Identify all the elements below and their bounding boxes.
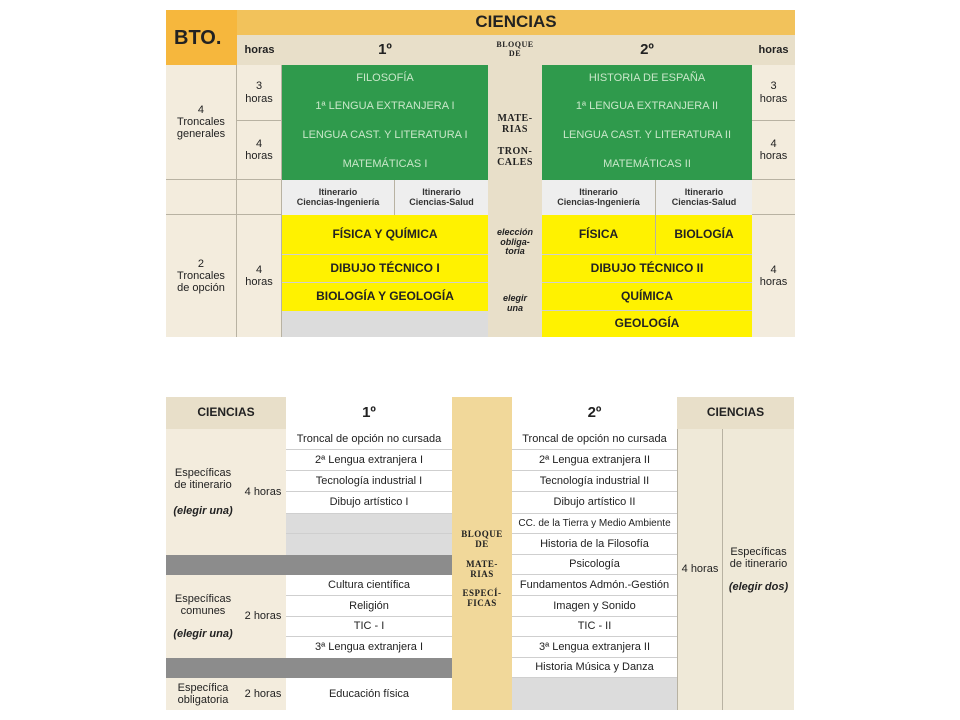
bottom-col2-header: 2º	[512, 397, 677, 429]
bottom-mid-header	[452, 397, 512, 429]
subject-historia-espana: HISTORIA DE ESPAÑA	[542, 65, 752, 92]
col2-row: Tecnología industrial II	[512, 471, 677, 492]
col1-row: 3ª Lengua extranjera I	[286, 637, 452, 658]
subject-biologia-geologia: BIOLOGÍA Y GEOLOGÍA	[282, 283, 488, 311]
bottom-col1-header: 1º	[286, 397, 452, 429]
col1-row: 2ª Lengua extranjera I	[286, 450, 452, 471]
bottom-ciencias-right: CIENCIAS	[677, 397, 794, 429]
especificas-itinerario-right-label: Específicas de itinerario	[729, 546, 788, 571]
hours-2-comunes: 2 horas	[240, 575, 286, 658]
itinerario-ingenieria-1: Itinerario Ciencias-Ingeniería	[282, 180, 395, 215]
hours-4-itinerario-left: 4 horas	[240, 429, 286, 555]
col2-row: Troncal de opción no cursada	[512, 429, 677, 450]
corner-label: BTO.	[166, 10, 237, 65]
subject-dibujo-tecnico-2: DIBUJO TÉCNICO II	[542, 255, 752, 283]
group-especificas-itinerario	[166, 429, 240, 555]
group-especifica-obligatoria: Específica obligatoria	[166, 678, 240, 710]
subject-dibujo-tecnico-1: DIBUJO TÉCNICO I	[282, 255, 488, 283]
subject-lengua-extranjera-2: 1ª LENGUA EXTRANJERA II	[542, 92, 752, 121]
empty-cell-col1	[282, 311, 488, 337]
divider-band-1	[166, 555, 286, 575]
col2-row: 2ª Lengua extranjera II	[512, 450, 677, 471]
col1-row: Tecnología industrial I	[286, 471, 452, 492]
col1-header: 1º	[282, 35, 488, 65]
col2-row: CC. de la Tierra y Medio Ambiente	[512, 514, 677, 534]
elegir-una-label: elegir una	[488, 270, 542, 337]
especificas-itinerario-label: Específicas de itinerario	[174, 466, 232, 491]
col2-row: 3ª Lengua extranjera II	[512, 637, 677, 658]
materias-troncales-label: MATE- RIAS TRON- CALES	[488, 65, 542, 215]
col1-row: Religión	[286, 596, 452, 617]
bloque-materias-especificas: BLOQUE DE MATE- RIAS ESPECÍ- FICAS	[452, 429, 512, 710]
itin-row-spacer-left	[166, 180, 237, 215]
especificas-comunes-label: Específicas comunes	[174, 593, 232, 618]
horas-header-left: horas	[237, 35, 282, 65]
col2-row: Psicología	[512, 555, 677, 575]
col2-row-empty	[512, 678, 677, 710]
itinerario-salud-2: Itinerario Ciencias-Salud	[656, 180, 752, 215]
itinerario-ingenieria-2: Itinerario Ciencias-Ingeniería	[542, 180, 656, 215]
itin-row-spacer-hours	[237, 180, 282, 215]
hours-2-obligatoria: 2 horas	[240, 678, 286, 710]
hours-4-right-top: 4 horas	[752, 121, 795, 180]
elegir-dos-label: (elegir dos)	[728, 580, 789, 593]
col1-row: TIC - I	[286, 617, 452, 637]
col1-row: Dibujo artístico I	[286, 492, 452, 514]
group-especificas-comunes	[166, 575, 240, 658]
subject-geologia: GEOLOGÍA	[542, 311, 752, 337]
divider-band-2	[166, 658, 286, 678]
hours-4-opcion-right: 4 horas	[752, 215, 795, 337]
itinerario-salud-1: Itinerario Ciencias-Salud	[395, 180, 488, 215]
subject-matematicas-2: MATEMÁTICAS II	[542, 149, 752, 180]
col2-row: TIC - II	[512, 617, 677, 637]
top-title: CIENCIAS	[237, 10, 795, 35]
col2-row: Historia Música y Danza	[512, 658, 677, 678]
col2-row: Fundamentos Admón.-Gestión	[512, 575, 677, 596]
hours-3-left: 3 horas	[237, 65, 282, 121]
subject-matematicas-1: MATEMÁTICAS I	[282, 149, 488, 180]
subject-filosofia: FILOSOFÍA	[282, 65, 488, 92]
hours-4-opcion-left: 4 horas	[237, 215, 282, 337]
group-especificas-itinerario-right	[723, 429, 794, 710]
elegir-una-left-2: (elegir una)	[173, 627, 233, 640]
col2-header: 2º	[542, 35, 752, 65]
col2-row: Dibujo artístico II	[512, 492, 677, 514]
hours-4-itinerario-right: 4 horas	[677, 429, 723, 710]
col1-row-empty	[286, 514, 452, 534]
hours-3-right: 3 horas	[752, 65, 795, 121]
subject-fisica-quimica: FÍSICA Y QUÍMICA	[282, 215, 488, 255]
col2-row: Historia de la Filosofía	[512, 534, 677, 555]
col1-row: Cultura científica	[286, 575, 452, 596]
subject-biologia: BIOLOGÍA	[656, 215, 752, 255]
col1-row: Troncal de opción no cursada	[286, 429, 452, 450]
horas-header-right: horas	[752, 35, 795, 65]
subject-lengua-cast-2: LENGUA CAST. Y LITERATURA II	[542, 121, 752, 149]
itin-row-spacer-right	[752, 180, 795, 215]
col2-row: Imagen y Sonido	[512, 596, 677, 617]
subject-fisica: FÍSICA	[542, 215, 656, 255]
col1-row: Educación física	[286, 678, 452, 710]
col1-row-empty	[286, 534, 452, 555]
elegir-una-left-1: (elegir una)	[173, 505, 233, 518]
group-troncales-generales: 4 Troncales generales	[166, 65, 237, 180]
col1-divider-band	[286, 658, 452, 678]
col1-divider-band	[286, 555, 452, 575]
bloque-de-header: BLOQUE DE	[488, 35, 542, 65]
subject-lengua-cast-1: LENGUA CAST. Y LITERATURA I	[282, 121, 488, 149]
subject-quimica: QUÍMICA	[542, 283, 752, 311]
eleccion-obligatoria-label: elección obliga- toria	[488, 215, 542, 270]
subject-lengua-extranjera-1: 1ª LENGUA EXTRANJERA I	[282, 92, 488, 121]
hours-4-left: 4 horas	[237, 121, 282, 180]
group-troncales-opcion: 2 Troncales de opción	[166, 215, 237, 337]
bottom-ciencias-left: CIENCIAS	[166, 397, 286, 429]
